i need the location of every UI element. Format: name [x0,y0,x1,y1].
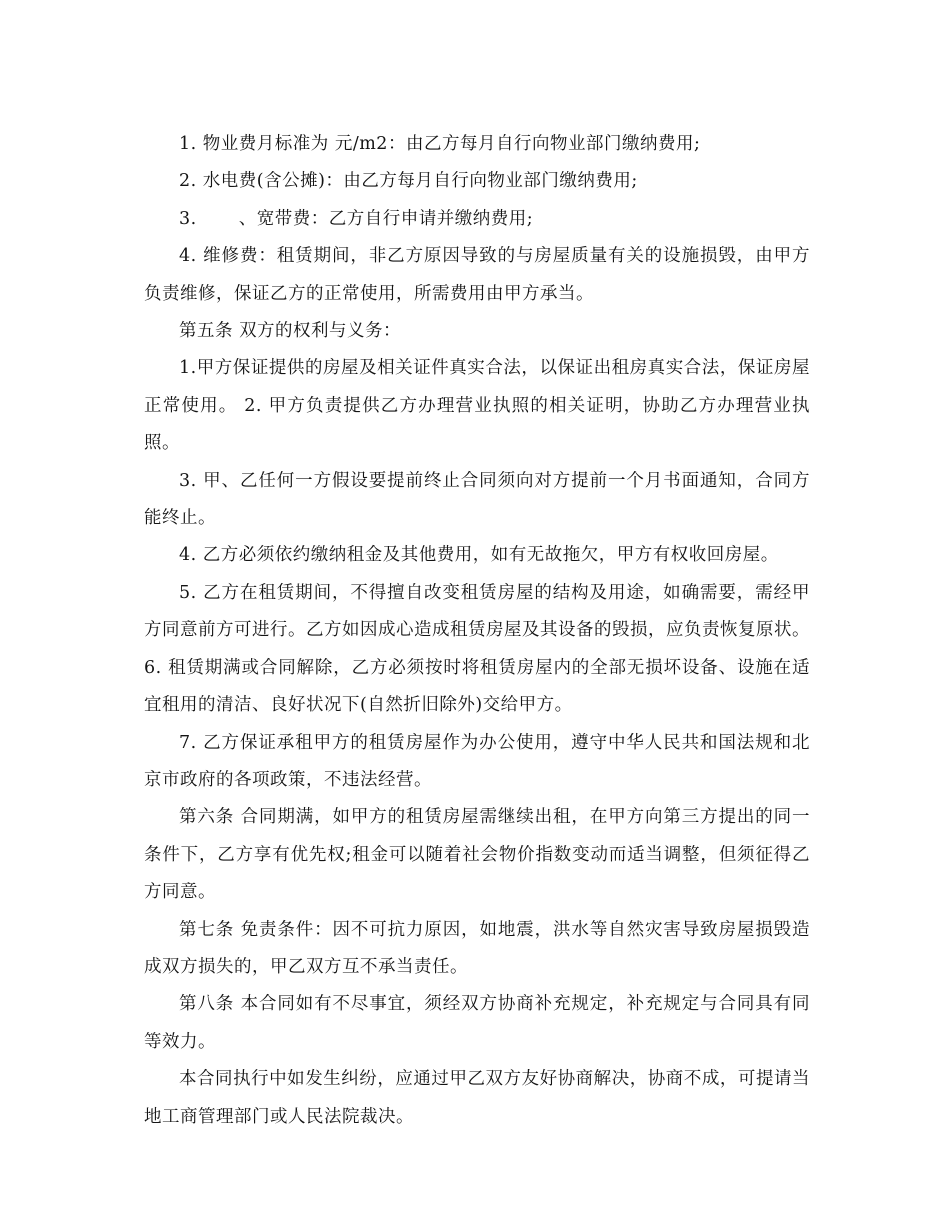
document-body [144,126,810,1136]
article-7: 第七条 免责条件：因不可抗力原因，如地震，洪水等自然灾害导致房屋损毁造成双方损失的，甲乙双方互不承当责任。 [144,919,810,977]
dispute-resolution: 本合同执行中如发生纠纷，应通过甲乙双方友好协商解决，协商不成，可提请当地工商管理部门或人民法院裁决。 [144,1069,810,1127]
article-8: 第八条 本合同如有不尽事宜，须经双方协商补充规定，补充规定与合同具有同等效力。 [144,994,810,1052]
article-5-item-7: 7. 乙方保证承租甲方的租赁房屋作为办公使用，遵守中华人民共和国法规和北京市政府的各项政策，不违法经营。 [144,732,810,790]
article-5-heading: 第五条 双方的权利与义务： [179,321,402,342]
clause-broadband-fee: 3. 、宽带费：乙方自行申请并缴纳费用; [179,208,534,229]
article-5-item-5-6: 5. 乙方在租赁期间，不得擅自改变租赁房屋的结构及用途，如确需要，需经甲方同意前方可进行。乙方如因成心造成租赁房屋及其设备的毁损，应负责恢复原状。 6. 租赁期满或合同解除，乙方必须按时将租赁房屋内的全部无损坏设备、设施在适宜租用的清洁、良好状况下(自然折旧除外)交给甲方。 [144,582,810,716]
clause-property-fee: 1. 物业费月标准为 元/m2：由乙方每月自行向物业部门缴纳费用; [179,134,701,154]
article-5-item-4: 4. 乙方必须依约缴纳租金及其他费用，如有无故拖欠，甲方有权收回房屋。 [179,545,779,566]
article-5-item-3: 3. 甲、乙任何一方假设要提前终止合同须向对方提前一个月书面通知，合同方能终止。 [144,470,810,529]
clause-utilities-fee: 2. 水电费(含公摊)：由乙方每月自行向物业部门缴纳费用; [179,171,638,192]
article-5-item-1-2: 1.甲方保证提供的房屋及相关证件真实合法，以保证出租房真实合法，保证房屋正常使用。 2. 甲方负责提供乙方办理营业执照的相关证明，协助乙方办理营业执照。 [144,358,810,454]
article-6: 第六条 合同期满，如甲方的租赁房屋需继续出租，在甲方向第三方提出的同一条件下，乙方享有优先权;租金可以随着社会物价指数变动而适当调整，但须征得乙方同意。 [144,807,810,903]
clause-maintenance-fee: 4. 维修费：租赁期间，非乙方原因导致的与房屋质量有关的设施损毁，由甲方负责维修，保证乙方的正常使用，所需费用由甲方承当。 [144,246,810,304]
